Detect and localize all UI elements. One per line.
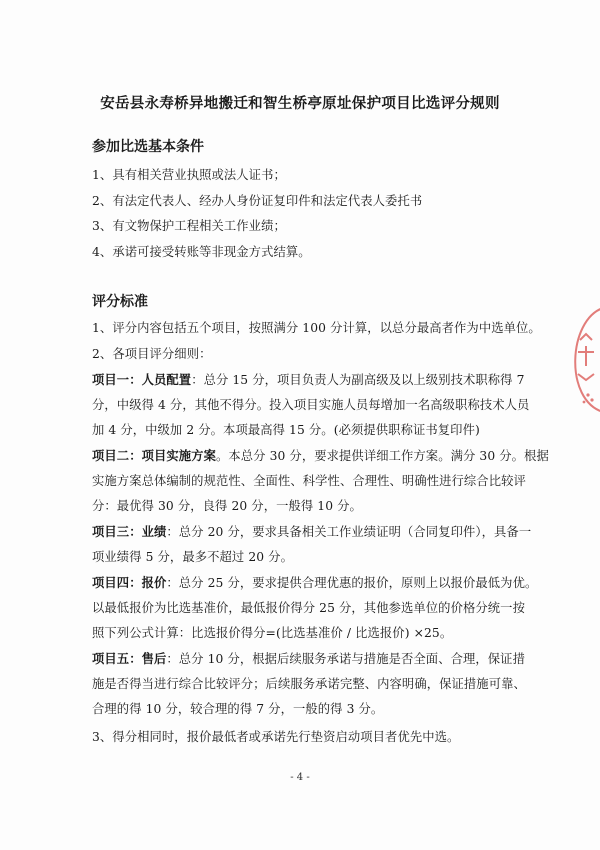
item4-line-2: 以最低报价为比选基准价，最低报价得分 25 分，其他参选单位的价格分统一按 (92, 601, 525, 615)
scoring-line-3: 3、得分相同时，报价最低者或承诺先行垫资启动项目者优先中选。 (92, 730, 460, 744)
page-number: - 4 - (290, 772, 310, 783)
scoring-line-1: 1、评分内容包括五个项目，按照满分 100 分计算，以总分最高者作为中选单位。 (92, 321, 541, 335)
item2-line-3: 分：最优得 30 分，良得 20 分，一般得 10 分。 (92, 499, 362, 513)
item5-line-3: 合理的得 10 分，较合理的得 7 分，一般的得 3 分。 (92, 702, 384, 716)
item5-line-2: 施是否得当进行综合比较评分；后续服务承诺完整、内容明确，保证措施可靠、 (92, 677, 526, 691)
item4-line-3: 照下列公式计算：比选报价得分=(比选基准价 / 比选报价) ×25。 (92, 626, 453, 640)
item1-line-2: 分，中级得 4 分，其他不得分。投入项目实施人员每增加一名高级职称技术人员 (92, 398, 530, 412)
condition-item-1: 1、具有相关营业执照或法人证书； (92, 168, 286, 182)
document-title: 安岳县永寿桥异地搬迁和智生桥亭原址保护项目比选评分规则 (100, 96, 500, 112)
item4-label: 项目四：报价 (92, 575, 167, 590)
item1-line-3: 加 4 分，中级加 2 分。本项最高得 15 分。(必须提供职称证书复印件) (92, 423, 480, 437)
item2-line-2: 实施方案总体编制的规范性、全面性、科学性、合理性、明确性进行综合比较评 (92, 474, 526, 488)
item1-text-1: ：总分 15 分，项目负责人为副高级及以上级别技术职称得 7 (191, 373, 525, 387)
item3-line-1 (92, 522, 531, 540)
condition-item-4: 4、承诺可接受转账等非现金方式结算。 (92, 245, 311, 259)
item3-text-1: ：总分 20 分，要求具备相关工作业绩证明（合同复印件），具备一 (166, 525, 532, 539)
item1-line-1 (92, 370, 525, 388)
scoring-heading: 评分标准 (92, 294, 148, 310)
item2-text-1: 。本总分 30 分，要求提供详细工作方案。满分 30 分。根据 (215, 449, 549, 463)
condition-item-3: 3、有文物保护工程相关工作业绩； (92, 219, 286, 233)
item4-text-1: ：总分 25 分，要求提供合理优惠的报价，原则上以报价最低为优。 (166, 576, 538, 590)
item3-line-2: 项业绩得 5 分，最多不超过 20 分。 (92, 550, 293, 564)
seal-stamp-icon (558, 300, 600, 420)
item3-label: 项目三：业绩 (92, 524, 167, 539)
basic-conditions-heading: 参加比选基本条件 (92, 139, 204, 155)
scoring-line-2: 2、各项目评分细则： (92, 347, 212, 361)
item5-label: 项目五：售后 (92, 651, 167, 666)
item1-label: 项目一：人员配置 (92, 372, 192, 387)
item5-line-1 (92, 649, 525, 667)
item2-line-1 (92, 446, 549, 464)
item5-text-1: ：总分 10 分，根据后续服务承诺与措施是否全面、合理，保证措 (166, 652, 525, 666)
item4-line-1 (92, 573, 537, 591)
condition-item-2: 2、有法定代表人、经办人身份证复印件和法定代表人委托书 (92, 194, 423, 208)
item2-label: 项目二：项目实施方案 (92, 448, 216, 463)
